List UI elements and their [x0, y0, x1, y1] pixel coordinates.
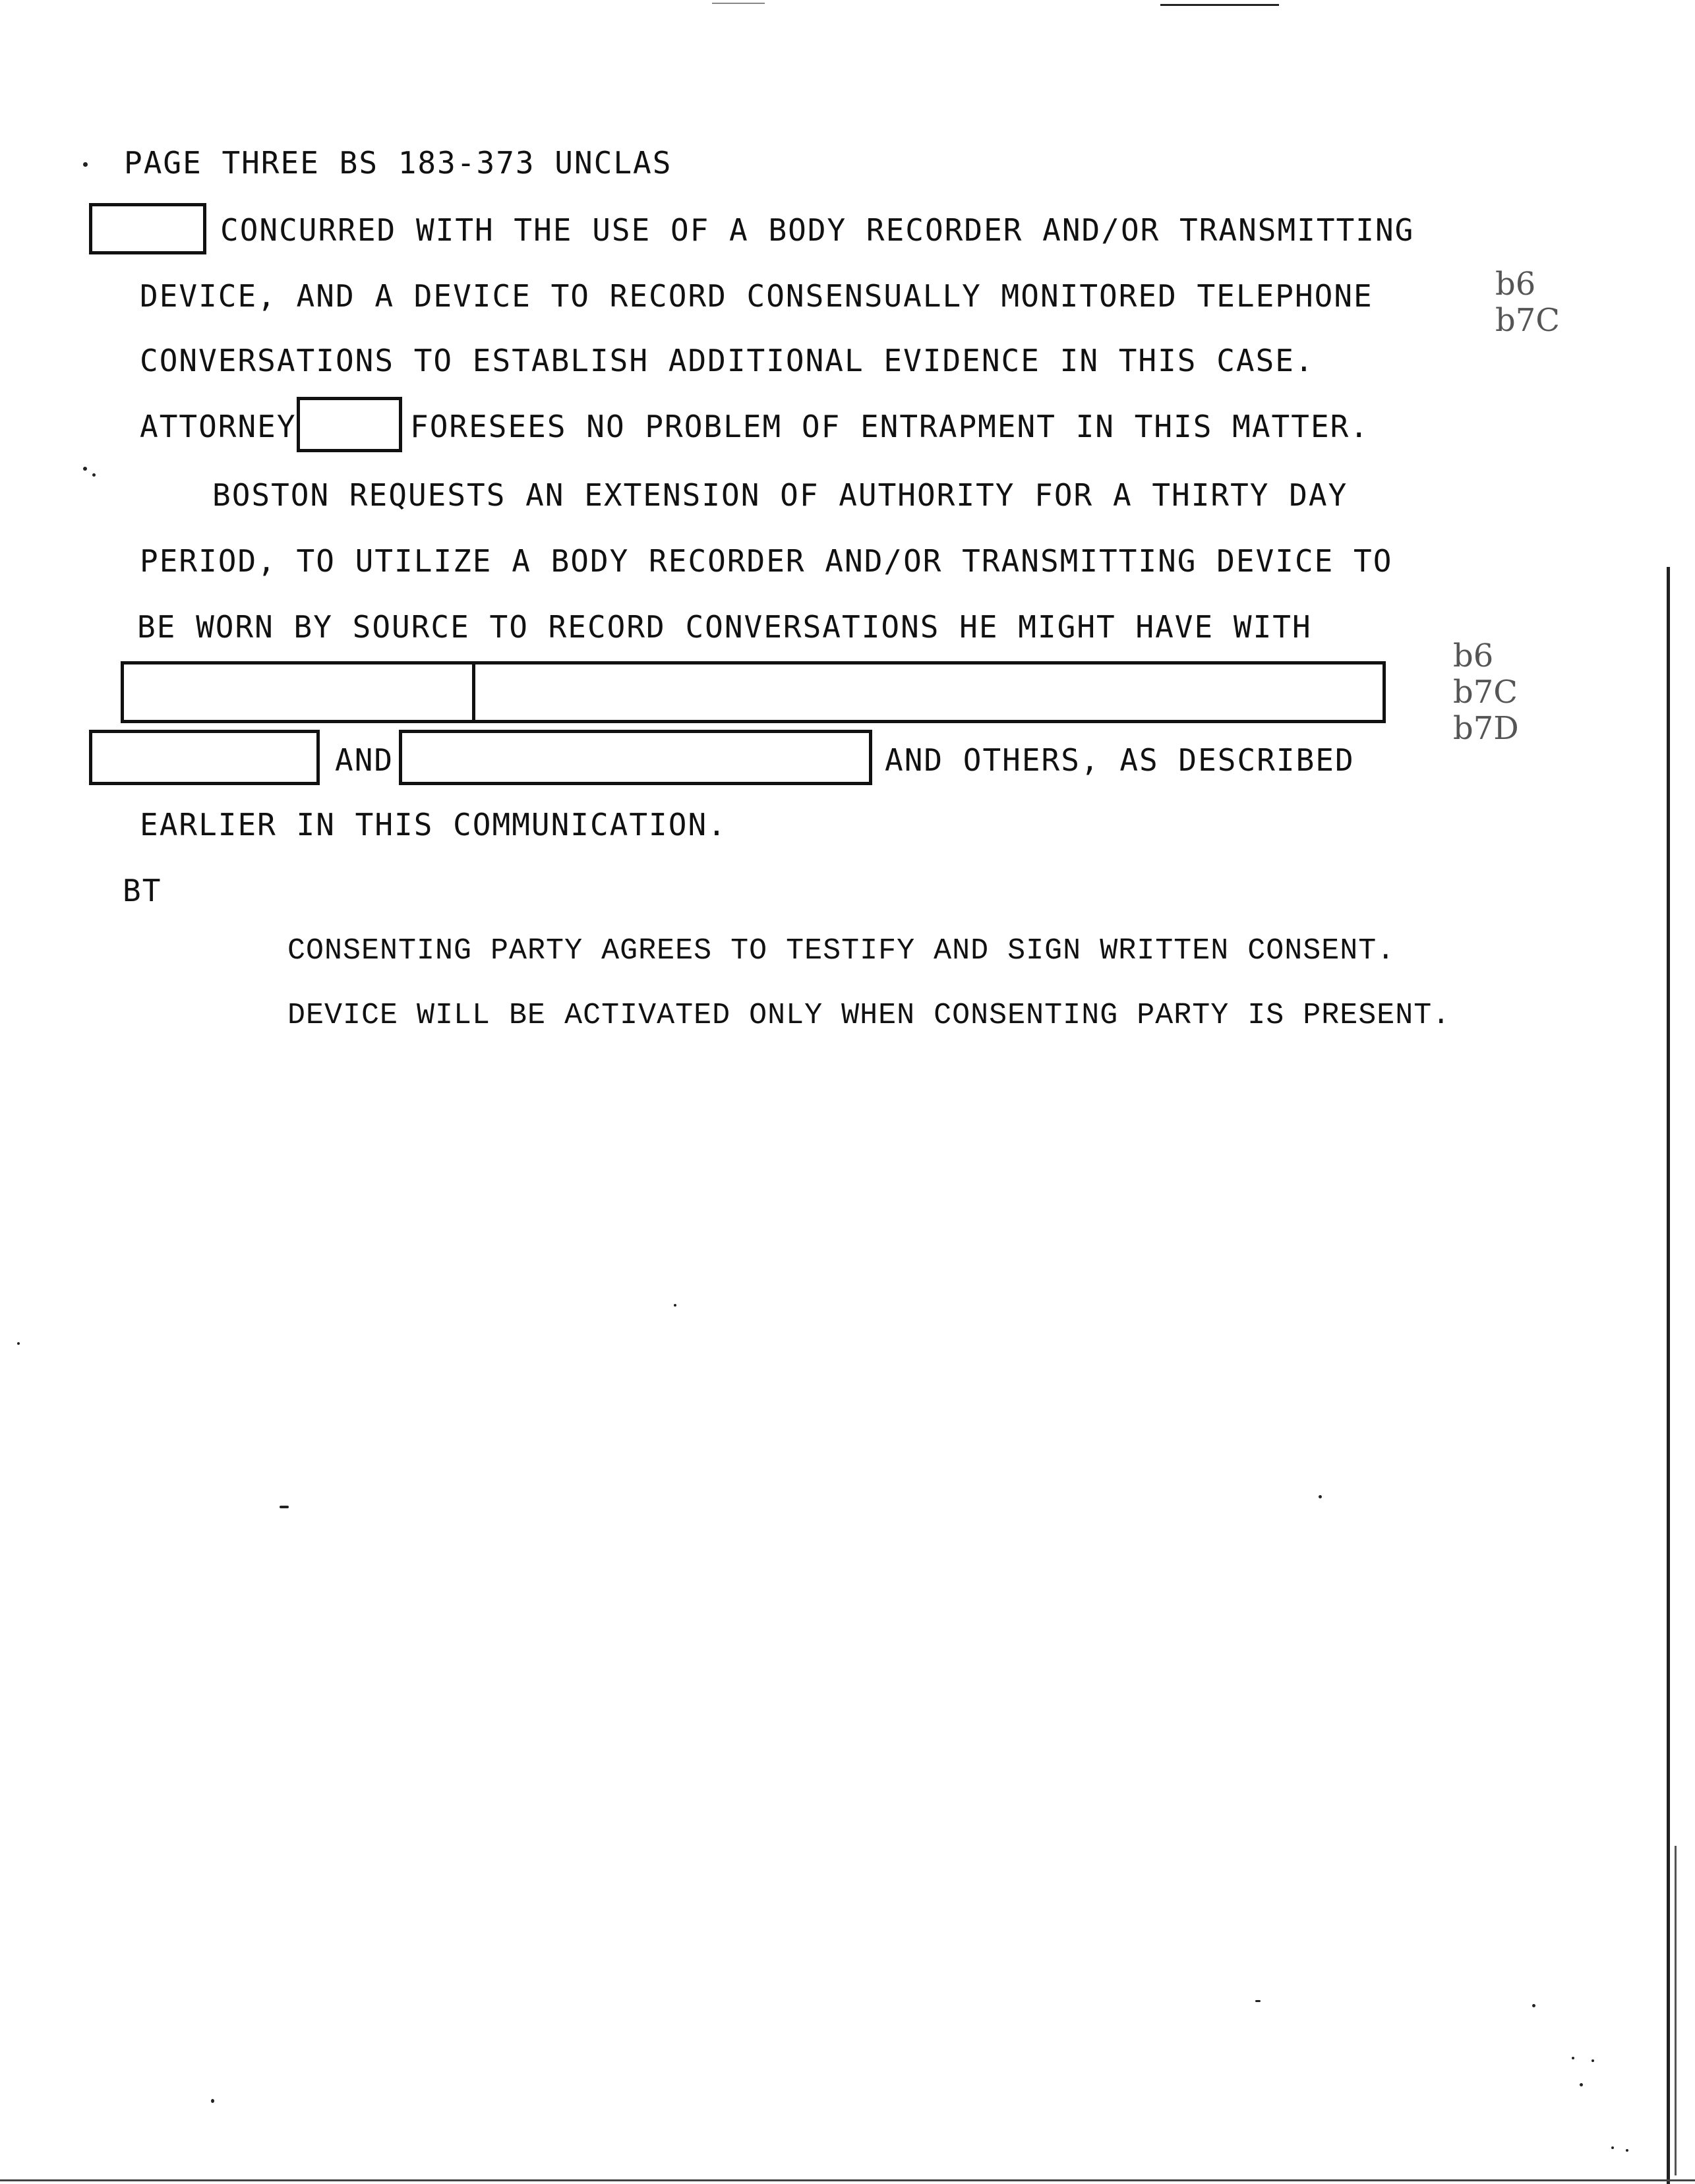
- body-line-6: PERIOD, TO UTILIZE A BODY RECORDER AND/OR TRANSMITTING DEVICE TO: [140, 543, 1393, 579]
- scan-speck: [1591, 2059, 1594, 2062]
- scan-edge-line: [1667, 567, 1670, 2184]
- consent-line-2: DEVICE WILL BE ACTIVATED ONLY WHEN CONSENTING PARTY IS PRESENT.: [287, 999, 1451, 1032]
- scan-speck: [83, 162, 88, 167]
- body-line-3: CONVERSATIONS TO ESTABLISH ADDITIONAL EVIDENCE IN THIS CASE.: [140, 343, 1315, 378]
- exemption-code: b7D: [1453, 710, 1519, 748]
- redaction-box: [297, 397, 402, 452]
- body-line-4-attorney: ATTORNEY: [140, 409, 297, 444]
- scan-speck: [1255, 2000, 1261, 2002]
- exemption-code: b6: [1453, 637, 1494, 674]
- scan-speck: [211, 2099, 214, 2103]
- scan-speck: [280, 1506, 289, 1508]
- exemption-code: b6: [1495, 266, 1536, 303]
- body-line-9-rest: AND OTHERS, AS DESCRIBED: [885, 742, 1355, 778]
- scan-speck: [1572, 2057, 1574, 2059]
- scan-speck: [92, 473, 96, 477]
- top-edge-mark: [712, 3, 765, 4]
- scan-speck: [1580, 2083, 1583, 2086]
- redaction-box: [399, 730, 872, 785]
- break-marker: BT: [123, 873, 162, 908]
- consent-line-1: CONSENTING PARTY AGREES TO TESTIFY AND SIGN WRITTEN CONSENT.: [287, 934, 1396, 968]
- scan-speck: [674, 1304, 676, 1307]
- page-header: PAGE THREE BS 183-373 UNCLAS: [124, 145, 672, 181]
- body-line-7: BE WORN BY SOURCE TO RECORD CONVERSATIONS HE MIGHT HAVE WITH: [137, 609, 1312, 645]
- body-line-1: CONCURRED WITH THE USE OF A BODY RECORDER AND/OR TRANSMITTING: [220, 212, 1415, 248]
- scan-speck: [1532, 2004, 1535, 2007]
- scan-edge-line: [0, 2179, 1695, 2181]
- body-line-2: DEVICE, AND A DEVICE TO RECORD CONSENSUALLY MONITORED TELEPHONE: [140, 278, 1373, 314]
- redaction-box: [89, 203, 206, 254]
- exemption-codes-1: [1495, 266, 1560, 339]
- body-line-5: BOSTON REQUESTS AN EXTENSION OF AUTHORITY FOR A THIRTY DAY: [212, 477, 1348, 513]
- scan-speck: [17, 1342, 20, 1345]
- redaction-box: [472, 661, 1386, 723]
- scan-speck: [1611, 2146, 1614, 2149]
- exemption-code: b7C: [1453, 674, 1518, 711]
- top-edge-mark: [1160, 4, 1279, 6]
- scan-speck: [1626, 2149, 1628, 2152]
- scan-edge-line: [1675, 1846, 1677, 2175]
- exemption-codes-2: [1453, 638, 1519, 748]
- scan-speck: [1319, 1495, 1322, 1498]
- body-line-10: EARLIER IN THIS COMMUNICATION.: [140, 807, 727, 842]
- scan-speck: [83, 467, 87, 471]
- body-line-9-and: AND: [335, 742, 394, 778]
- redaction-box: [121, 661, 477, 723]
- body-line-4-rest: FORESEES NO PROBLEM OF ENTRAPMENT IN THIS MATTER.: [410, 409, 1370, 444]
- exemption-code: b7C: [1495, 302, 1560, 339]
- redaction-box: [89, 730, 320, 785]
